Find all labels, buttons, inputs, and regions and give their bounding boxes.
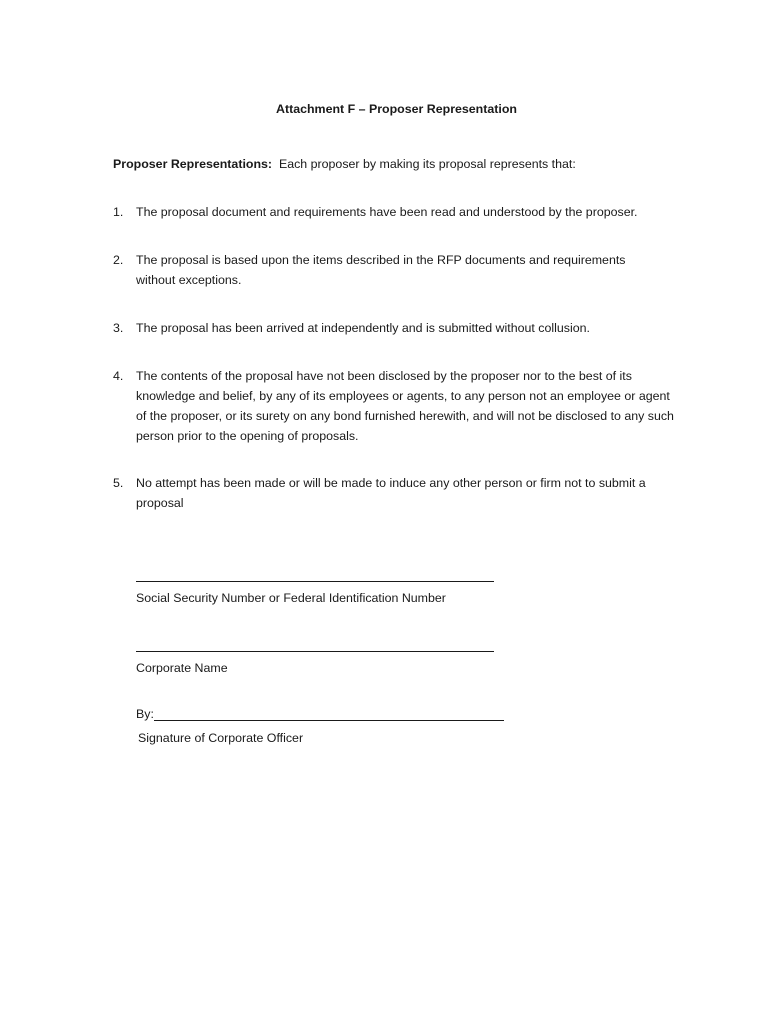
corporate-name-label: Corporate Name	[136, 661, 228, 675]
officer-signature-label: Signature of Corporate Officer	[138, 731, 304, 745]
list-item-text: No attempt has been made or will be made to induce any other person or firm not to submit a proposal	[136, 476, 646, 510]
document-title: Attachment F – Proposer Representation	[276, 102, 517, 116]
list-item	[113, 318, 693, 338]
list-item-text: The proposal document and requirements have been read and understood by the proposer.	[136, 205, 638, 219]
intro-lead: Proposer Representations:	[113, 157, 273, 171]
list-item	[113, 250, 693, 290]
list-item-number: 2.	[113, 253, 124, 267]
list-item-text: The proposal has been arrived at independently and is submitted without collusion.	[136, 321, 590, 335]
list-item	[113, 202, 693, 222]
list-item-number: 5.	[113, 476, 124, 490]
list-item-number: 1.	[113, 205, 124, 219]
list-item-number: 3.	[113, 321, 124, 335]
ssn-label: Social Security Number or Federal Identification Number	[136, 591, 446, 605]
ssn-signature-line[interactable]	[136, 581, 494, 582]
list-item-number: 4.	[113, 369, 124, 383]
by-label: By:	[136, 707, 154, 721]
list-item-text: The contents of the proposal have not been disclosed by the proposer nor to the best of its knowledge and belief, by any of its employees or agents, to any person not an employee or agent of the proposer, or its surety on any bond furnished herewith, and will not be disclosed to any such person prior to the opening of proposals.	[136, 369, 674, 443]
corporate-name-line[interactable]	[136, 651, 494, 652]
officer-signature-line[interactable]	[154, 720, 504, 721]
list-item	[113, 473, 693, 513]
intro-text: Each proposer by making its proposal represents that:	[278, 157, 576, 171]
list-item-text: The proposal is based upon the items described in the RFP documents and requirements without exceptions.	[136, 253, 626, 287]
intro-paragraph	[113, 157, 713, 171]
list-item	[113, 366, 693, 446]
